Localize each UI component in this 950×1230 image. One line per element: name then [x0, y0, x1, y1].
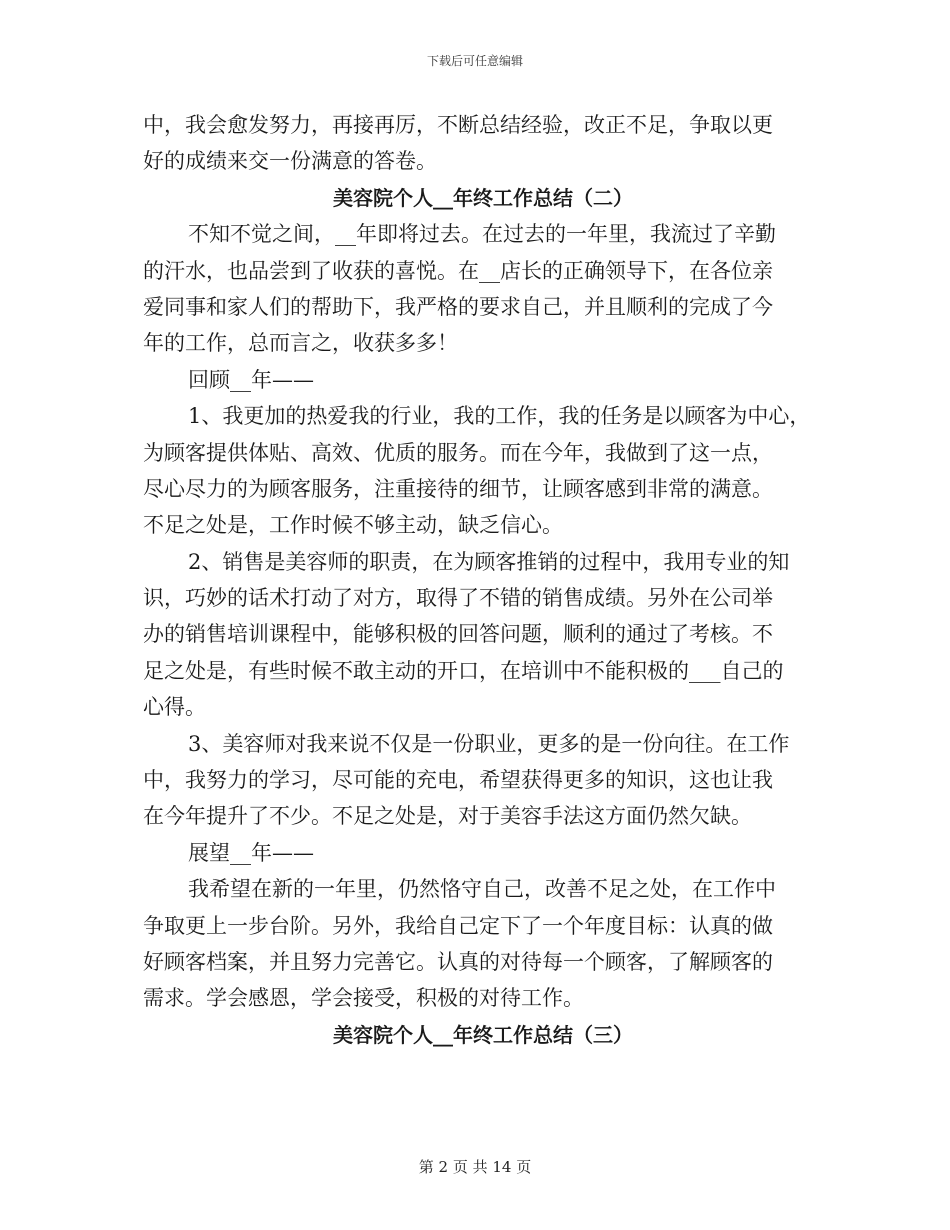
text-line: 回顾__年——: [188, 367, 314, 392]
text-line: 足之处是，有些时候不敢主动的开口，在培训中不能积极的___自己的: [143, 658, 784, 683]
text-line: 好的成绩来交一份满意的答卷。: [143, 149, 437, 174]
text-line: 的汗水，也品尝到了收获的喜悦。在__店长的正确领导下，在各位亲: [143, 258, 773, 283]
section-title: 美容院个人__年终工作总结（二）: [333, 185, 633, 210]
text-line: 尽心尽力的为顾客服务，注重接待的细节，让顾客感到非常的满意。: [143, 476, 773, 501]
text-line: 2、销售是美容师的职责，在为顾客推销的过程中，我用专业的知: [188, 549, 790, 574]
text-line: 1、我更加的热爱我的行业，我的工作，我的任务是以顾客为中心，: [188, 404, 811, 429]
text-line: 中，我会愈发努力，再接再厉，不断总结经验，改正不足，争取以更: [143, 113, 773, 137]
text-line: 年的工作，总而言之，收获多多！: [143, 331, 458, 356]
text-line: 心得。: [143, 695, 206, 720]
text-line: 办的销售培训课程中，能够积极的回答问题，顺利的通过了考核。不: [143, 622, 773, 647]
document-body: [143, 107, 823, 1053]
text-line: 不知不觉之间，__年即将过去。在过去的一年里，我流过了辛勤: [188, 222, 776, 247]
text-line: 中，我努力的学习，尽可能的充电，希望获得更多的知识，这也让我: [143, 768, 773, 793]
text-line: 需求。学会感恩，学会接受，积极的对待工作。: [143, 986, 584, 1011]
text-line: 我希望在新的一年里，仍然恪守自己，改善不足之处，在工作中: [188, 877, 776, 902]
page-footer: 第 2 页 共 14 页: [418, 1158, 532, 1176]
text-line: 爱同事和家人们的帮助下，我严格的要求自己，并且顺利的完成了今: [143, 294, 773, 319]
text-line: 争取更上一步台阶。另外，我给自己定下了一个年度目标：认真的做: [143, 913, 773, 938]
section-title: 美容院个人__年终工作总结（三）: [333, 1022, 633, 1047]
page-header: 下载后可任意编辑: [426, 54, 523, 68]
text-line: 识，巧妙的话术打动了对方，取得了不错的销售成绩。另外在公司举: [143, 586, 773, 611]
text-line: 3、美容师对我来说不仅是一份职业，更多的是一份向往。在工作: [188, 731, 790, 756]
text-line: 在今年提升了不少。不足之处是，对于美容手法这方面仍然欠缺。: [143, 804, 752, 829]
text-line: 好顾客档案，并且努力完善它。认真的对待每一个顾客，了解顾客的: [143, 949, 773, 974]
text-line: 展望__年——: [188, 840, 314, 865]
text-line: 不足之处是，工作时候不够主动，缺乏信心。: [143, 513, 563, 538]
text-line: 为顾客提供体贴、高效、优质的服务。而在今年，我做到了这一点，: [143, 440, 773, 465]
